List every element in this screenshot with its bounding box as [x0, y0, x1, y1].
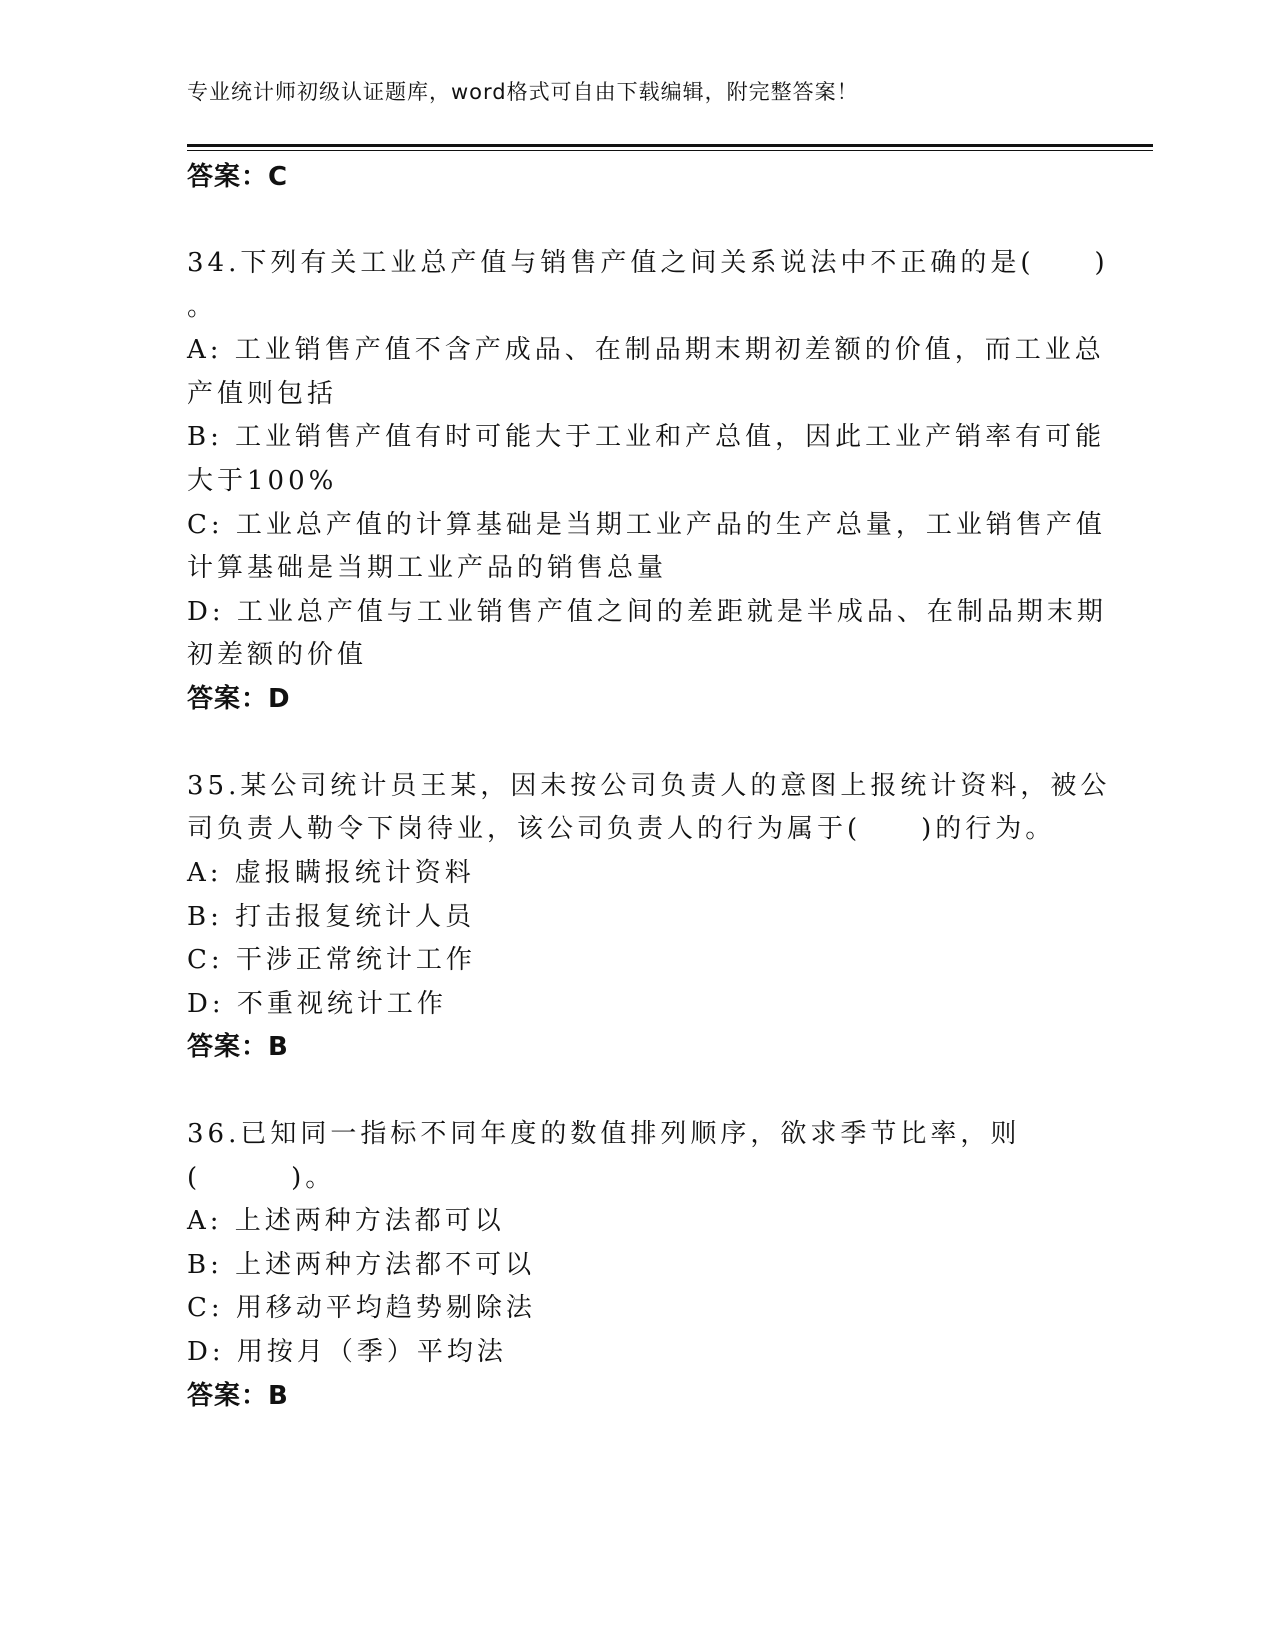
answer-prev: 答案：C: [187, 162, 289, 192]
q34-stem-line-1: 34.下列有关工业总产值与销售产值之间关系说法中不正确的是( ): [187, 248, 1109, 278]
q35-option-d: D: 不重视统计工作: [187, 989, 447, 1019]
q36-stem-line-1: 36.已知同一指标不同年度的数值排列顺序，欲求季节比率，则: [187, 1119, 1021, 1149]
q35-option-c: C: 干涉正常统计工作: [187, 945, 476, 975]
q34-option-b-cont: 大于100%: [187, 466, 338, 496]
header-divider-thin: [187, 150, 1153, 151]
q35-option-a: A: 虚报瞒报统计资料: [187, 858, 475, 888]
q34-option-c: C: 工业总产值的计算基础是当期工业产品的生产总量，工业销售产值: [187, 510, 1106, 540]
q36-stem-line-2: ( )。: [187, 1163, 336, 1193]
q35-answer: 答案：B: [187, 1032, 289, 1062]
q34-stem-line-2: 。: [187, 292, 218, 322]
q34-option-d-cont: 初差额的价值: [187, 640, 368, 670]
q35-option-b: B: 打击报复统计人员: [187, 902, 476, 932]
q34-option-a: A: 工业销售产值不含产成品、在制品期末期初差额的价值，而工业总: [187, 335, 1105, 365]
q34-option-a-cont: 产值则包括: [187, 379, 338, 409]
page-header: 专业统计师初级认证题库，word格式可自由下载编辑，附完整答案！: [187, 80, 859, 104]
header-divider-thick: [187, 144, 1153, 147]
q35-stem-line-2: 司负责人勒令下岗待业，该公司负责人的行为属于( )的行为。: [187, 814, 1056, 844]
q34-option-d: D: 工业总产值与工业销售产值之间的差距就是半成品、在制品期末期: [187, 597, 1107, 627]
q34-answer: 答案：D: [187, 684, 291, 714]
q36-answer: 答案：B: [187, 1381, 289, 1411]
q36-option-b: B: 上述两种方法都不可以: [187, 1250, 536, 1280]
q34-option-b: B: 工业销售产值有时可能大于工业和产总值，因此工业产销率有可能: [187, 422, 1106, 452]
q36-option-a: A: 上述两种方法都可以: [187, 1206, 505, 1236]
q36-option-c: C: 用移动平均趋势剔除法: [187, 1293, 536, 1323]
q34-option-c-cont: 计算基础是当期工业产品的销售总量: [187, 553, 668, 583]
q35-stem-line-1: 35.某公司统计员王某，因未按公司负责人的意图上报统计资料，被公: [187, 771, 1111, 801]
q36-option-d: D: 用按月（季）平均法: [187, 1337, 507, 1367]
